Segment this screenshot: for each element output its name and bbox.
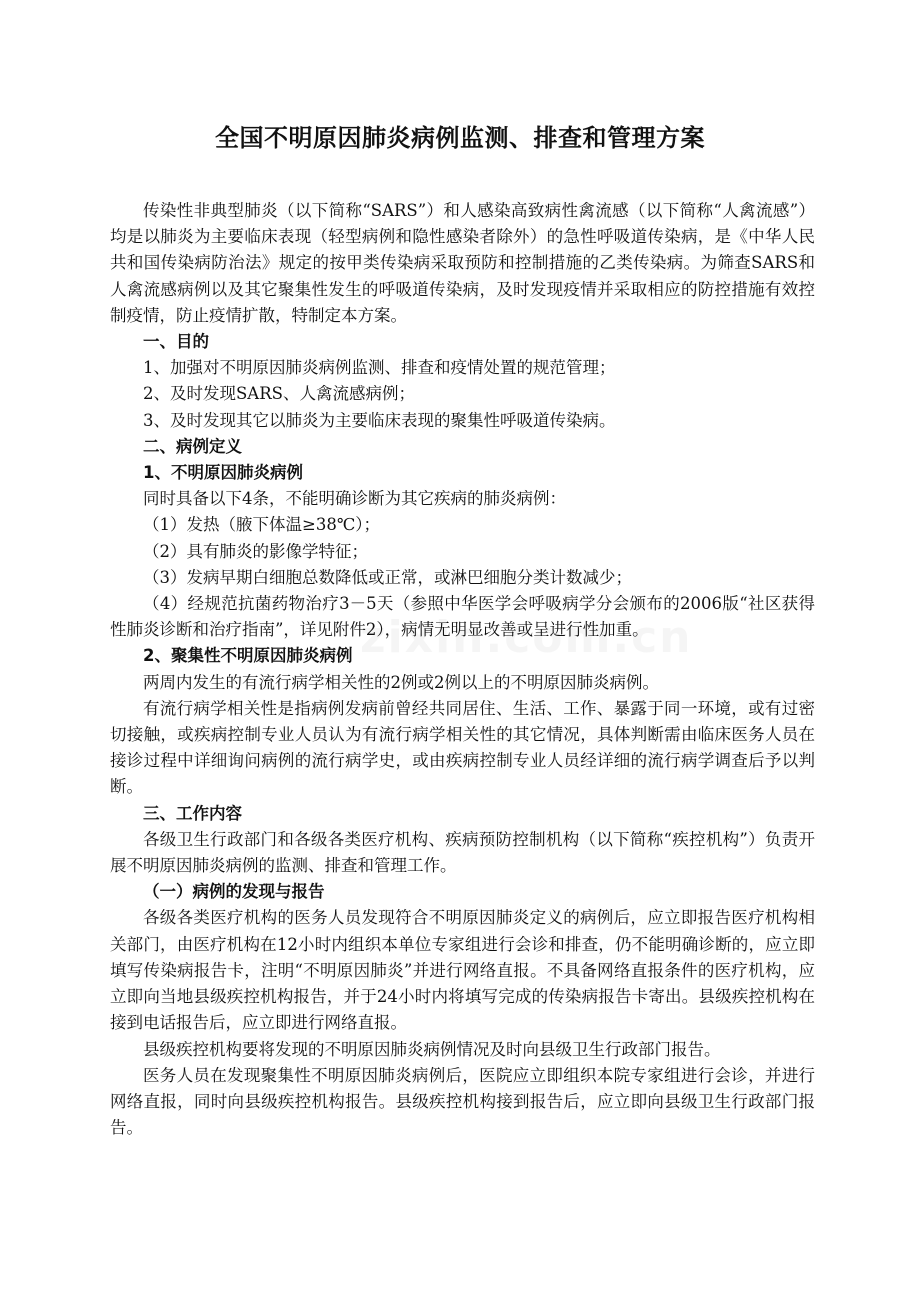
body-paragraph: 各级各类医疗机构的医务人员发现符合不明原因肺炎定义的病例后，应立即报告医疗机构相关部门，由医疗机构在12小时内组织本单位专家组进行会诊和排查，仍不能明确诊断的，应立即填写传染病报告卡，注明“不明原因肺炎”并进行网络直报。不具备网络直报条件的医疗机构，应立即向当地县级疾控机构报告，并于24小时内将填写完成的传染病报告卡寄出。县级疾控机构在接到电话报告后，应立即进行网络直报。 — [110, 908, 815, 1033]
section-heading: 三、工作内容 — [143, 803, 242, 823]
body-paragraph: 两周内发生的有流行病学相关性的2例或2例以上的不明原因肺炎病例。 — [143, 672, 659, 692]
section-heading: 一、目的 — [143, 332, 209, 352]
body-paragraph: 传染性非典型肺炎（以下简称“SARS”）和人感染高致病性禽流感（以下简称“人禽流感”）均是以肺炎为主要临床表现（轻型病例和隐性感染者除外）的急性呼吸道传染病，是《中华人民共和国传染病防治法》规定的按甲类传染病采取预防和控制措施的乙类传染病。为筛查SARS和人禽流感病例以及其它聚集性发生的呼吸道传染病，及时发现疫情并采取相应的防控措施有效控制疫情，防止疫情扩散，特制定本方案。 — [110, 201, 815, 325]
body-paragraph: 2、及时发现SARS、人禽流感病例； — [143, 384, 415, 404]
body-paragraph: （4）经规范抗菌药物治疗3－5天（参照中华医学会呼吸病学分会颁布的2006版“社区获得性肺炎诊断和治疗指南”，详见附件2），病情无明显改善或呈进行性加重。 — [110, 594, 815, 640]
body-paragraph: 有流行病学相关性是指病例发病前曾经共同居住、生活、工作、暴露于同一环境，或有过密切接触，或疾病控制专业人员认为有流行病学相关性的其它情况，具体判断需由临床医务人员在接诊过程中详细询问病例的流行病学史，或由疾病控制专业人员经详细的流行病学调查后予以判断。 — [110, 698, 815, 797]
body-paragraph: 各级卫生行政部门和各级各类医疗机构、疾病预防控制机构（以下简称“疾控机构”）负责开展不明原因肺炎病例的监测、排查和管理工作。 — [110, 829, 815, 876]
body-paragraph: （2）具有肺炎的影像学特征； — [143, 541, 368, 561]
section-heading: （一）病例的发现与报告 — [143, 882, 325, 902]
body-paragraph: 县级疾控机构要将发现的不明原因肺炎病例情况及时向县级卫生行政部门报告。 — [143, 1039, 721, 1059]
section-heading: 1、不明原因肺炎病例 — [143, 463, 303, 483]
document-body — [110, 198, 815, 1141]
section-heading: 2、聚集性不明原因肺炎病例 — [143, 646, 353, 666]
section-heading: 二、病例定义 — [143, 436, 242, 456]
body-paragraph: （3）发病早期白细胞总数降低或正常，或淋巴细胞分类计数减少； — [143, 567, 632, 587]
document-title: 全国不明原因肺炎病例监测、排查和管理方案 — [215, 124, 705, 152]
body-paragraph: 同时具备以下4条，不能明确诊断为其它疾病的肺炎病例： — [143, 489, 566, 509]
body-paragraph: （1）发热（腋下体温≥38℃）； — [143, 515, 381, 535]
body-paragraph: 1、加强对不明原因肺炎病例监测、排查和疫情处置的规范管理； — [143, 358, 616, 378]
body-paragraph: 医务人员在发现聚集性不明原因肺炎病例后，医院应立即组织本院专家组进行会诊，并进行网络直报，同时向县级疾控机构报告。县级疾控机构接到报告后，应立即向县级卫生行政部门报告。 — [110, 1065, 815, 1138]
body-paragraph: 3、及时发现其它以肺炎为主要临床表现的聚集性呼吸道传染病。 — [143, 410, 616, 430]
